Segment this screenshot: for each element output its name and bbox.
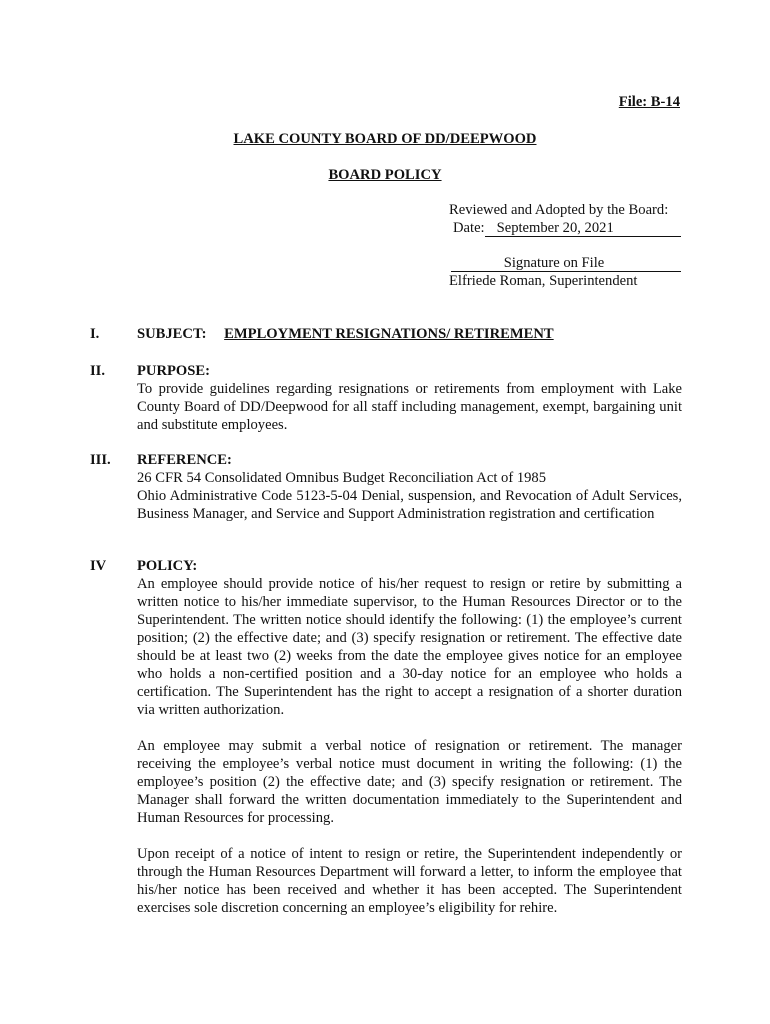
reviewed-adopted-text: Reviewed and Adopted by the Board: [449,202,669,218]
signer-name: Elfriede Roman, Superintendent [449,273,638,289]
section-heading: POLICY: [137,558,198,574]
section-number: III. [90,452,111,468]
subject-title: EMPLOYMENT RESIGNATIONS/ RETIREMENT [224,326,554,342]
reference-body [137,451,682,523]
purpose-text: To provide guidelines regarding resignations or retirements from employment with Lake County Board of DD/Deepwood for all staff including management, exempt, bargaining unit and substitute employees. [137,381,682,433]
signature-row [451,254,684,272]
policy-paragraph: An employee should provide notice of his/her request to resign or retire by submitting a written notice to his/her immediate supervisor, to the Human Resources Director or to the Superintendent. The written notice should identify the following: (1) the employee’s current position; (2) the effective date; and (3) specify resignation or retirement. The effective date should be at least two (2) weeks from the date the employee gives notice for an employee who holds a non-certified position and a 30-day notice for an employee who holds a certification. The Superintendent has the right to accept a resignation of a shorter duration via written authorization. [137,576,682,718]
reference-item: 26 CFR 54 Consolidated Omnibus Budget Reconciliation Act of 1985 [137,470,547,486]
organization-title-text: LAKE COUNTY BOARD OF DD/DEEPWOOD [233,131,537,147]
organization-title [0,130,770,148]
adoption-block [449,201,684,290]
reference-item: Ohio Administrative Code 5123-5-04 Denial, suspension, and Revocation of Adult Services, Business Manager, and Service and Support Administration registration and certification [137,488,682,522]
section-number: I. [90,326,100,342]
signature-line [451,255,681,272]
section-heading: REFERENCE: [137,452,232,468]
section-heading: PURPOSE: [137,363,210,379]
file-number: File: B-14 [618,94,680,110]
section-number: IV [90,558,107,574]
policy-paragraph: Upon receipt of a notice of intent to resign or retire, the Superintendent independently or through the Human Resources Department will forward a letter, to inform the employee that his/her notice has been received and whether it has been accepted. The Superintendent exercises sole discretion concerning an employee’s eligibility for rehire. [137,846,682,916]
signature-text: Signature on File [503,255,605,271]
date-label: Date: [453,220,485,236]
adoption-date-row [453,219,684,237]
subject-label: SUBJECT: [137,326,207,342]
date-value: September 20, 2021 [485,220,681,237]
section-number: II. [90,363,106,379]
purpose-body [137,362,682,434]
policy-body [137,557,682,917]
policy-paragraph: An employee may submit a verbal notice of resignation or retirement. The manager receiving the employee’s verbal notice must document in writing the following: (1) the employee’s position (2) the effective date; and (3) specify resignation or retirement. The Manager shall forward the written documentation immediately to the Superintendent and Human Resources for processing. [137,738,682,826]
subject-line [137,325,682,343]
document-type-title: BOARD POLICY [328,167,442,183]
